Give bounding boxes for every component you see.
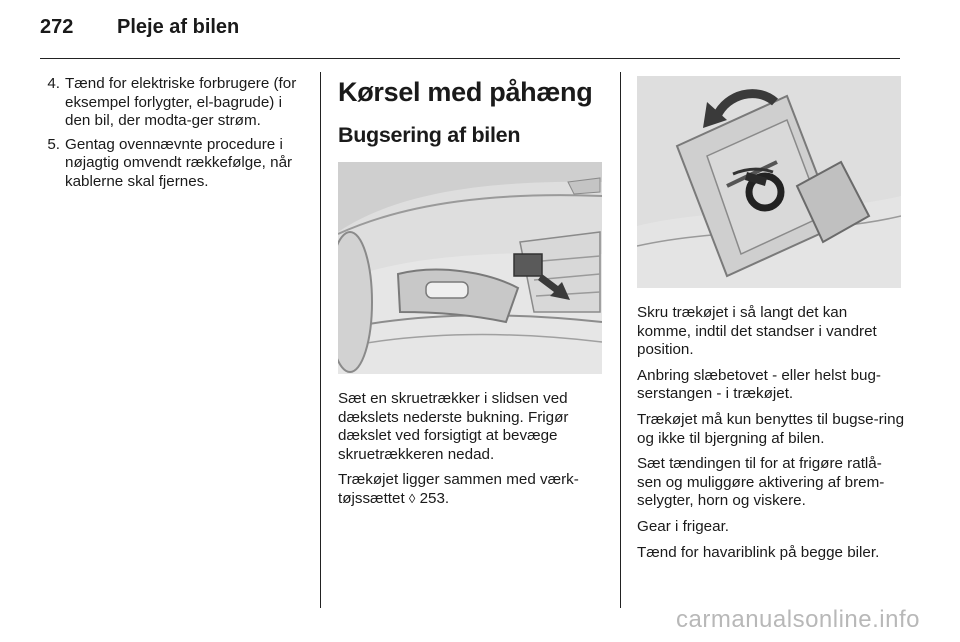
cross-reference-icon: ◊ [408, 490, 416, 506]
column-1 [40, 75, 310, 197]
column-2 [338, 72, 608, 516]
paragraph: Skru trækøjet i så langt det kan komme, indtil det standser i vandret position. [637, 304, 877, 359]
step-number: 5. [47, 135, 60, 153]
paragraph: Sæt en skruetrækker i slidsen ved dækslets nederste bukning. Frigør dækslet ved forsigtigt at bevæge skruetrækkeren nedad. [338, 390, 569, 463]
page-reference-link[interactable]: 253. [419, 489, 450, 507]
car-front-drawing [338, 162, 602, 374]
step-list [40, 75, 310, 192]
header-divider [40, 58, 900, 59]
note-text: Trækøjet ligger sammen med værk-tøjssættet [338, 471, 579, 507]
step-number: 4. [47, 75, 60, 92]
section-heading: Kørsel med påhæng [338, 77, 593, 107]
paragraph: Tænd for havariblink på begge biler. [637, 543, 880, 561]
paragraph: Anbring slæbetovet - eller helst bug-serstangen - i trækøjet. [637, 366, 881, 403]
paragraph: Gear i frigear. [637, 517, 730, 535]
column-3 [637, 72, 905, 569]
towing-eye-note [338, 471, 608, 508]
step-text: Gentag ovennævnte procedure i nøjagtig omvendt rækkefølge, når kablerne skal fjernes. [65, 135, 293, 190]
column-divider-2 [620, 72, 621, 608]
step-text: Tænd for elektriske forbrugere (for eksempel forlygter, el-bagrude) i den bil, der modta-ger strøm. [65, 75, 297, 130]
page-title: Pleje af bilen [117, 16, 240, 38]
paragraph: Trækøjet må kun benyttes til bugse-ring og ikke til bjergning af bilen. [637, 410, 905, 447]
page-number: 272 [40, 16, 74, 38]
towing-eye-drawing [637, 76, 901, 288]
list-item [40, 75, 310, 131]
watermark: carmanualsonline.info [676, 606, 920, 633]
towing-eye-illustration [637, 76, 901, 288]
paragraph: Sæt tændingen til for at frigøre ratlå-sen og muliggøre aktivering af brem-selygter, horn og viskere. [637, 455, 885, 510]
column-divider-1 [320, 72, 321, 608]
sub-heading: Bugsering af bilen [338, 123, 521, 147]
bumper-cover-illustration [338, 162, 602, 374]
list-item [40, 136, 310, 192]
